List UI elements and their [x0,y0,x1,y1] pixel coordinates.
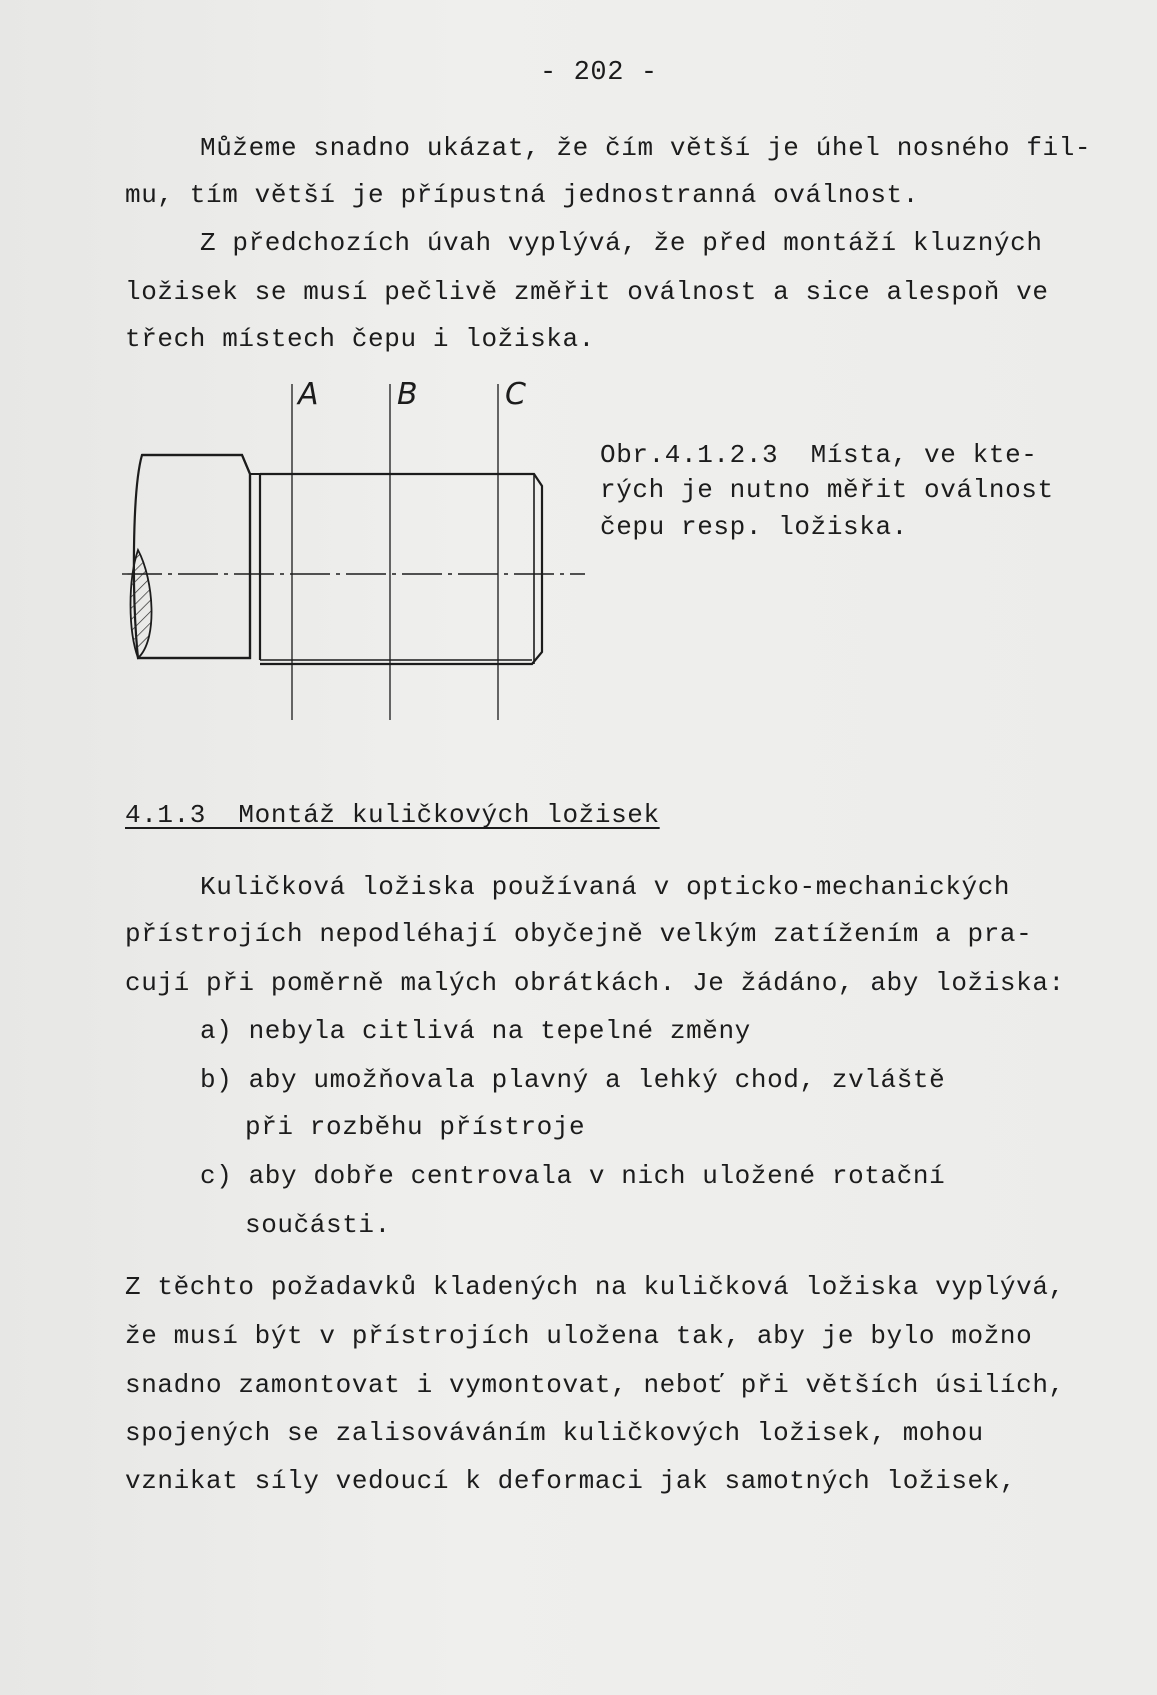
text-line: Z předchozích úvah vyplývá, že před montáží kluzných [200,228,1043,258]
text-line: Z těchto požadavků kladených na kuličková ložiska vyplývá, [125,1272,1065,1302]
list-item: c) aby dobře centrovala v nich uložené rotační [200,1161,946,1191]
text-line: Kuličková ložiska používaná v opticko-mechanických [200,872,1011,902]
text-line: přístrojích nepodléhají obyčejně velkým zatížením a pra- [125,919,1033,949]
figure-caption-line: Obr.4.1.2.3 Místa, ve kte- [600,440,1038,470]
journal-section [260,474,542,664]
text-line: spojených se zalisováváním kuličkových ložisek, mohou [125,1418,984,1448]
break-hatch [131,550,152,658]
figure-caption-line: rých je nutno měřit oválnost [600,475,1054,505]
list-item: a) nebyla citlivá na tepelné změny [200,1016,751,1046]
text-line: cují při poměrně malých obrátkách. Je žádáno, aby ložiska: [125,968,1065,998]
label-a: A [298,377,319,412]
page-number: - 202 - [540,58,658,88]
text-line: vznikat síly vedoucí k deformaci jak samotných ložisek, [125,1466,1017,1496]
shaft-figure [120,370,600,730]
text-line: že musí být v přístrojích uložena tak, aby je bylo možno [125,1321,1033,1351]
text-line: Můžeme snadno ukázat, že čím větší je úhel nosného fil- [200,133,1092,163]
list-item-continuation: při rozběhu přístroje [245,1112,586,1142]
text-line: mu, tím větší je přípustná jednostranná oválnost. [125,180,919,210]
text-line: snadno zamontovat i vymontovat, neboť při větších úsilích, [125,1370,1065,1400]
figure-caption-line: čepu resp. ložiska. [600,512,908,542]
text-line: ložisek se musí pečlivě změřit oválnost a sice alespoň ve [125,277,1049,307]
label-b: B [397,377,418,412]
list-item: b) aby umožňovala plavný a lehký chod, zvláště [200,1065,946,1095]
section-heading: 4.1.3 Montáž kuličkových ložisek [125,800,660,830]
label-c: C [505,377,526,412]
list-item-continuation: součásti. [245,1210,391,1240]
text-line: třech místech čepu i ložiska. [125,324,595,354]
